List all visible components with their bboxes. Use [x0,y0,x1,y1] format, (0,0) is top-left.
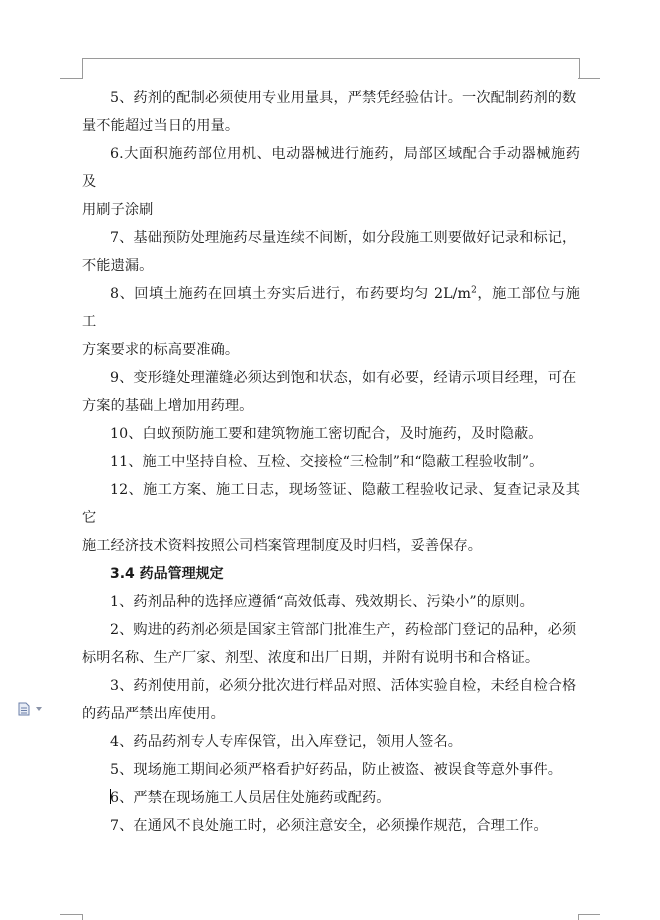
crop-mark-bottom-left-v [82,914,83,920]
crop-mark-bottom-left [60,914,82,915]
chevron-down-icon [36,707,42,711]
rule-1[interactable]: 1、药剂品种的选择应遵循“高效低毒、残效期长、污染小”的原则。 [110,594,534,610]
paragraph-5[interactable]: 5、药剂的配制必须使用专业用量具，严禁凭经验估计。一次配制药剂的数 量不能超过当日的用量。 [82,90,577,134]
rule-4[interactable]: 4、药品药剂专人专库保管，出入库登记，领用人签名。 [110,734,463,750]
crop-mark-bottom-right [578,914,600,915]
section-heading[interactable]: 3.4 药品管理规定 [110,566,224,582]
rule-2[interactable]: 2、购进的药剂必须是国家主管部门批准生产，药检部门登记的品种，必须 标明名称、生产厂家、剂型、浓度和出厂日期，并附有说明书和合格证。 [82,622,577,666]
page-header-boundary [82,58,580,79]
crop-mark-top-left [60,78,82,79]
rule-3[interactable]: 3、药剂使用前，必须分批次进行样品对照、活体实验自检，未经自检合格 的药品严禁出库使用。 [82,678,577,722]
rule-6[interactable]: 6、严禁在现场施工人员居住处施药或配药。 [110,790,391,806]
paragraph-menu-button[interactable] [18,702,48,718]
rule-7[interactable]: 7、在通风不良处施工时，必须注意安全，必须操作规范，合理工作。 [110,818,548,834]
document-icon [18,702,30,716]
paragraph-11[interactable]: 11、施工中坚持自检、互检、交接检“三检制”和“隐蔽工程验收制”。 [110,454,544,470]
paragraph-10[interactable]: 10、白蚁预防施工要和建筑物施工密切配合，及时施药，及时隐蔽。 [110,426,543,442]
paragraph-7[interactable]: 7、基础预防处理施药尽量连续不间断，如分段施工则要做好记录和标记， 不能遗漏。 [82,230,577,274]
document-body [82,84,580,840]
paragraph-8[interactable]: 8、回填土施药在回填土夯实后进行，布药要均匀 $2L/m^2$，施工部位与施工 方案要求的标高要准确。 [82,285,581,358]
rule-5[interactable]: 5、现场施工期间必须严格看护好药品，防止被盗、被误食等意外事件。 [110,762,563,778]
crop-mark-top-right [578,78,600,79]
paragraph-9[interactable]: 9、变形缝处理灌缝必须达到饱和状态，如有必要，经请示项目经理，可在 方案的基础上增加用药理。 [82,370,577,414]
paragraph-6[interactable]: 6.大面积施药部位用机、电动器械进行施药，局部区域配合手动器械施药及 用刷子涂刷 [82,146,580,218]
paragraph-12[interactable]: 12、施工方案、施工日志，现场签证、隐蔽工程验收记录、复查记录及其它 施工经济技术资料按照公司档案管理制度及时归档，妥善保存。 [82,482,580,554]
crop-mark-bottom-right-v [578,914,579,920]
